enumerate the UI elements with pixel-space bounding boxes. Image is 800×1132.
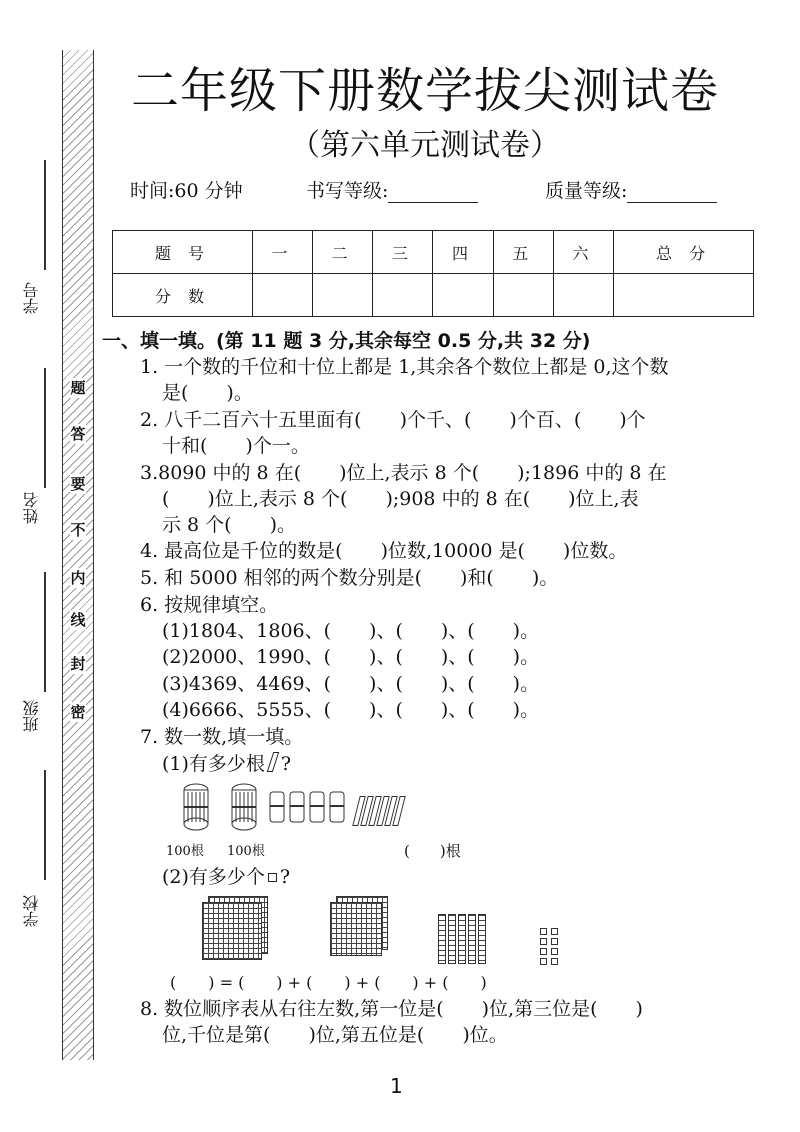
blocks-equation: ( ) = ( ) + ( ) + ( ) + ( ) [170,973,487,992]
bundle-label: 100根 [166,844,204,859]
question-line: 7. 数一数,填一填。 [140,726,304,748]
score-input-cell[interactable] [553,274,613,317]
question-line: ( )位上,表示 8 个( );908 中的 8 在( )位上,表 [162,488,639,510]
unit-cube [551,948,558,955]
ten-rod [458,914,466,964]
quality-grade [545,176,717,203]
table-cell: 一 [252,231,312,274]
stick-icon [267,752,279,772]
score-table-header-row [113,231,754,274]
cube-icon [268,873,277,882]
unit-cube [551,958,558,965]
ten-rod [468,914,476,964]
question-line: 1. 一个数的千位和十位上都是 1,其余各个数位上都是 0,这个数 [140,356,669,378]
question-line: (2)2000、1990、( )、( )、( )。 [162,646,540,668]
question-text: ? [279,866,291,888]
bundle-label: 100根 [227,844,265,859]
unit-cube [540,928,547,935]
seal-char: 线 [70,611,86,629]
class-blank [44,572,46,692]
score-input-cell[interactable] [493,274,553,317]
writing-grade [306,176,478,203]
school-blank [44,770,46,880]
question-line: 十和( )个一。 [162,435,310,457]
page-number: 1 [390,1074,403,1098]
question-line: 8. 数位顺序表从右往左数,第一位是( )位,第三位是( ) [140,998,643,1020]
score-table [112,230,754,317]
seal-char: 要 [70,475,86,493]
question-text: (1)有多少根 [162,753,265,775]
unit-cube [540,958,547,965]
name-blank [44,368,46,488]
school-label: 学校 [22,895,41,927]
answer-blank: ( )根 [404,842,461,860]
time-label: 时间:60 分钟 [130,180,243,202]
hundred-flat [330,902,382,956]
thousand-cube [202,902,262,960]
student-id-blank [44,160,46,270]
unit-cube [540,938,547,945]
binding-margin-hatch [62,50,94,1060]
name-label: 姓名 [22,492,41,524]
page-subtitle: （第六单元测试卷） [290,128,560,163]
class-label: 班级 [22,700,41,732]
question-line: 示 8 个( )。 [162,514,296,536]
score-table-score-row [113,274,754,317]
quality-grade-blank[interactable] [627,182,717,203]
table-cell: 分 数 [113,274,253,317]
seal-char: 题 [70,379,86,397]
question-line: 5. 和 5000 相邻的两个数分别是( )和( )。 [140,567,559,589]
table-cell: 题 号 [113,231,253,274]
score-input-cell[interactable] [373,274,433,317]
question-line: 是( )。 [162,382,253,404]
score-input-cell[interactable] [614,274,754,317]
question-line: (3)4369、4469、( )、( )、( )。 [162,673,540,695]
seal-char: 不 [70,521,86,539]
page-title: 二年级下册数学拔尖测试卷 [130,63,719,119]
seal-char: 内 [70,569,86,587]
unit-cube [551,928,558,935]
question-line [162,751,291,777]
score-input-cell[interactable] [433,274,493,317]
question-text: ? [280,753,292,775]
hundred-bundle-image [176,782,216,832]
question-line [162,864,290,890]
table-cell: 总 分 [614,231,754,274]
unit-cube [540,948,547,955]
score-input-cell[interactable] [252,274,312,317]
ten-bundles-image [268,790,358,826]
seal-char: 答 [70,425,86,443]
ten-rod [438,914,446,964]
ten-rod [448,914,456,964]
section-heading: 一、填一填。(第 11 题 3 分,其余每空 0.5 分,共 32 分) [102,330,591,352]
question-line: 位,千位是第( )位,第五位是( )位。 [162,1024,508,1046]
student-id-label: 学号 [22,282,41,314]
question-line: 4. 最高位是千位的数是( )位数,10000 是( )位数。 [140,540,628,562]
question-line: (1)1804、1806、( )、( )、( )。 [162,620,540,642]
ten-rod [478,914,486,964]
table-cell: 三 [373,231,433,274]
table-cell: 二 [313,231,373,274]
writing-grade-blank[interactable] [388,182,478,203]
seal-char: 封 [70,655,86,673]
question-line: 3.8090 中的 8 在( )位上,表示 8 个( );1896 中的 8 在 [140,462,667,484]
hundred-bundle-image [224,782,264,832]
quality-grade-label: 质量等级: [545,180,628,202]
writing-grade-label: 书写等级: [306,180,389,202]
score-input-cell[interactable] [313,274,373,317]
question-text: (2)有多少个 [162,866,265,888]
table-cell: 四 [433,231,493,274]
table-cell: 五 [493,231,553,274]
question-line: 2. 八千二百六十五里面有( )个千、( )个百、( )个 [140,409,646,431]
question-line: 6. 按规律填空。 [140,594,279,616]
question-line: (4)6666、5555、( )、( )、( )。 [162,699,540,721]
table-cell: 六 [553,231,613,274]
unit-cube [551,938,558,945]
seal-char: 密 [70,703,86,721]
